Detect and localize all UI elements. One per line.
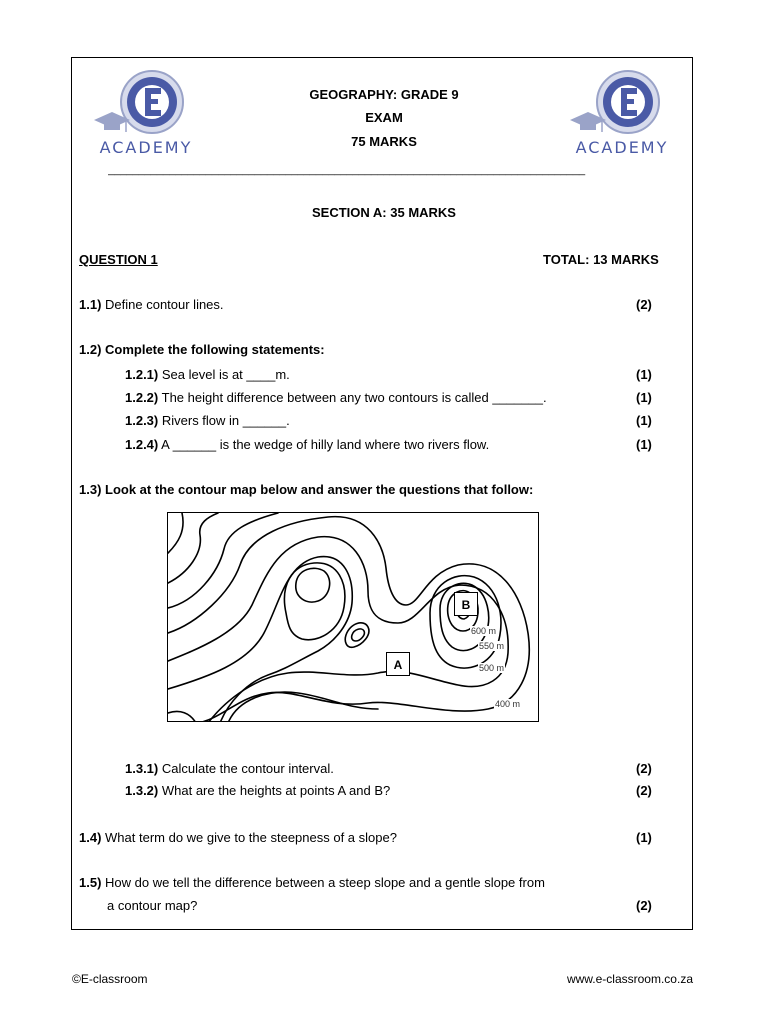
question-1-3-heading: 1.3) Look at the contour map below and answer the questions that follow: [79, 482, 534, 497]
question-1-2-heading: 1.2) Complete the following statements: [79, 342, 325, 357]
question-1-5-continued: a contour map? [107, 898, 198, 913]
academy-logo-left [90, 68, 202, 160]
marks-1-5: (2) [636, 898, 652, 913]
question-1-3-1: 1.3.1) Calculate the contour interval. [125, 761, 334, 776]
contour-label-400: 400 m [495, 699, 521, 709]
marks-1-1: (2) [636, 297, 652, 312]
contour-label-600: 600 m [471, 626, 497, 636]
marks-1-3-1: (2) [636, 761, 652, 776]
question-1-2-2: 1.2.2) The height difference between any two contours is called _______. [125, 390, 547, 405]
academy-logo-right [566, 68, 678, 160]
contour-lines [168, 513, 539, 722]
header-divider: ______________________________________________________________________________ [108, 164, 586, 176]
question-total: TOTAL: 13 MARKS [543, 252, 659, 267]
marks-1-2-4: (1) [636, 437, 652, 452]
question-1-2-4: 1.2.4) A ______ is the wedge of hilly land where two rivers flow. [125, 437, 490, 452]
exam-subject-title: GEOGRAPHY: GRADE 9 [309, 87, 459, 102]
exam-type: EXAM [365, 110, 403, 125]
question-1-5: 1.5) How do we tell the difference between a steep slope and a gentle slope from [79, 875, 545, 890]
contour-label-550: 550 m [479, 641, 505, 651]
contour-label-500: 500 m [479, 663, 505, 673]
question-1-4: 1.4) What term do we give to the steepness of a slope? [79, 830, 397, 845]
marks-1-4: (1) [636, 830, 652, 845]
question-title: QUESTION 1 [79, 252, 158, 267]
footer-website-link[interactable]: www.e-classroom.co.za [566, 972, 693, 986]
marks-1-3-2: (2) [636, 783, 652, 798]
marks-1-2-3: (1) [636, 413, 652, 428]
question-1-2-3: 1.2.3) Rivers flow in ______. [125, 413, 290, 428]
logo-text: ACADEMY [99, 138, 193, 157]
marks-1-2-1: (1) [636, 367, 652, 382]
point-b-marker: B [454, 592, 478, 616]
section-heading: SECTION A: 35 MARKS [312, 205, 456, 220]
question-1-2-1: 1.2.1) Sea level is at ____m. [125, 367, 290, 382]
point-a-marker: A [386, 652, 410, 676]
exam-total-marks: 75 MARKS [351, 134, 417, 149]
question-1-3-2: 1.3.2) What are the heights at points A and B? [125, 783, 391, 798]
contour-map [167, 512, 539, 722]
logo-text: ACADEMY [575, 138, 669, 157]
footer-copyright: ©E-classroom [72, 972, 148, 986]
question-1-1: 1.1) Define contour lines. [79, 297, 224, 312]
marks-1-2-2: (1) [636, 390, 652, 405]
